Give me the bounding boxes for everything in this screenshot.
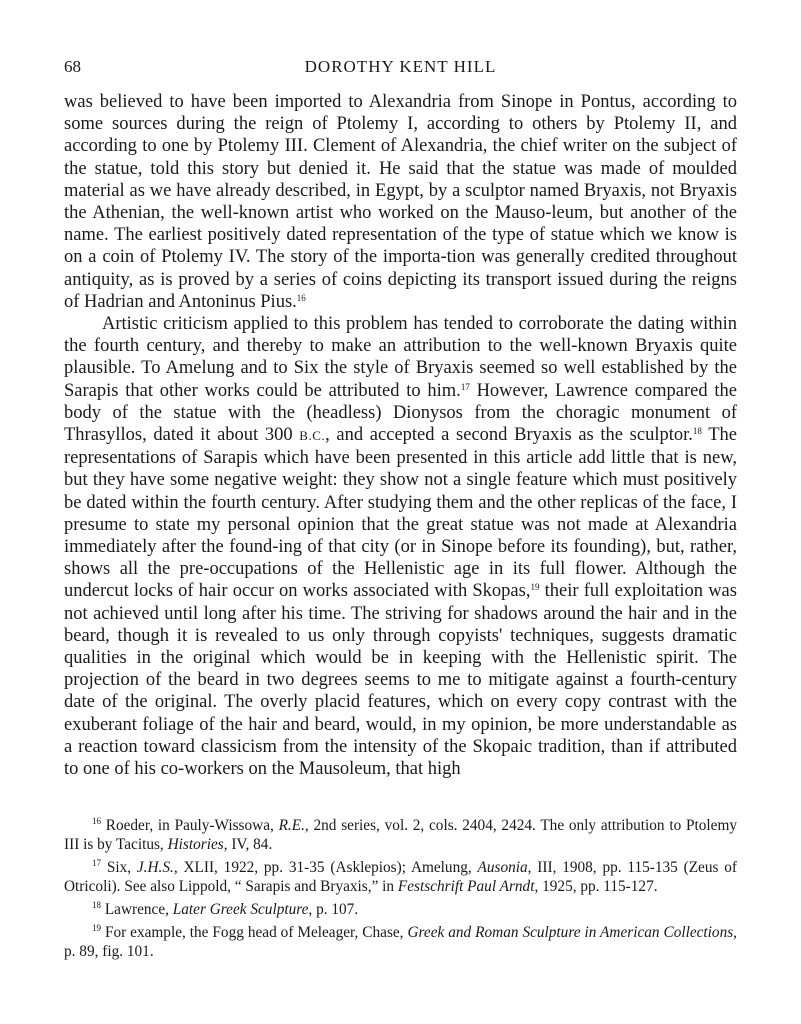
footnote-ref-17: 17	[460, 381, 470, 392]
footnote-text: For example, the Fogg head of Meleager, Chase,	[101, 924, 408, 941]
footnote-ref-18: 18	[692, 426, 702, 437]
footnote-italic: Later Greek Sculpture	[172, 901, 309, 918]
footnote-16	[64, 816, 737, 854]
footnote-number: 17	[92, 858, 101, 868]
footnote-18	[64, 900, 737, 919]
footnote-text: , p. 89, fig. 101.	[64, 924, 737, 960]
footnote-text: Six,	[101, 859, 137, 876]
paragraph-2-text-e: their full exploitation was not achieved until long after his time. The striving for shadows around the hair and in the beard, though it is revealed to us only through copyists' techniques, suggests dramatic qualities in the original which would be in keeping with the Hellenistic spirit. The projection of the beard in two degrees seems to me to mitigate against a fourth-century date of the original. The overly placid features, which on every copy contrast with the exuberant foliage of the hair and beard, would, in my opinion, be more understandable as a reaction toward classicism from the intensity of the Skopaic tradition, than if attributed to one of his co-workers on the Mausoleum, that high	[64, 581, 737, 780]
paragraph-2-text-a: Artistic criticism applied to this problem has tended to corroborate the dating within the fourth century, and thereby to make an attribution to the well-known Bryaxis quite plausible. To Amelung and to Six the style of Bryaxis seemed so well established by the Sarapis that other works could be attributed to him.	[64, 314, 737, 401]
running-head: DOROTHY KENT HILL	[304, 57, 497, 76]
footnote-italic: R.E.	[278, 817, 305, 834]
footnote-text: , p. 107.	[308, 901, 359, 918]
paragraph-1	[64, 91, 737, 313]
footnote-italic: Histories	[167, 836, 224, 853]
footnote-text: , III, 1908, pp. 115-135 (Zeus of Otricoli). See also Lippold, “ Sarapis and Bryaxis,” in	[64, 859, 737, 895]
footnotes	[64, 816, 737, 965]
footnote-italic: Festschrift Paul Arndt	[397, 878, 535, 895]
paragraph-2	[64, 313, 737, 780]
footnote-ref-16: 16	[296, 292, 306, 303]
footnote-text: Lawrence,	[101, 901, 173, 918]
footnote-text: , 2nd series, vol. 2, cols. 2404, 2424. The only attribution to Ptolemy III is by Tacitus,	[64, 817, 737, 853]
page-header	[64, 54, 737, 80]
footnote-19	[64, 923, 737, 961]
paragraph-2-text-b: However, Lawrence compared the body of the statue with the (headless) Dionysos from the choragic monument of Thrasyllos, dated it about 300	[64, 380, 738, 446]
footnote-italic: Ausonia	[477, 859, 528, 876]
footnote-ref-19: 19	[530, 582, 540, 593]
paragraph-1-text: was believed to have been imported to Alexandria from Sinope in Pontus, according to some sources during the reign of Ptolemy I, according to others by Ptolemy II, and according to one by Ptolemy III. Clement of Alexandria, the chief writer on the subject of the statue, told this story but denied it. He said that the statue was made of moulded material as we have already described, in Egypt, by a sculptor named Bryaxis, not Bryaxis the Athenian, the well-known artist who worked on the Mauso-leum, but another of the name. The earliest positively dated representation of the type of statue which we know is on a coin of Ptolemy IV. The story of the importa-tion was generally credited throughout antiquity, as is proved by a series of coins depicting its transport issued during the reigns of Hadrian and Antoninus Pius.	[64, 92, 737, 312]
era-abbreviation: B.C.	[299, 428, 326, 444]
footnote-number: 19	[92, 923, 101, 933]
footnote-text: , 1925, pp. 115-127.	[534, 878, 658, 895]
footnote-number: 16	[92, 816, 101, 826]
body-text	[64, 91, 737, 780]
footnote-text: , XLII, 1922, pp. 31-35 (Asklepios); Amelung,	[173, 859, 478, 876]
page-number: 68	[64, 57, 81, 76]
paragraph-2-text-c: , and accepted a second Bryaxis as the sculptor.	[325, 425, 693, 446]
footnote-italic: Greek and Roman Sculpture in American Collections	[407, 924, 734, 941]
footnote-italic: J.H.S.	[136, 859, 174, 876]
footnote-number: 18	[92, 900, 101, 910]
paragraph-2-text-d: The representations of Sarapis which have been presented in this article add little that is new, but they have some negative weight: they show not a single feature which must positively be dated within the fourth century. After studying them and the other replicas of the face, I presume to state my personal opinion that the great statue was not made at Alexandria immediately after the found-ing of that city (or in Sinope before its founding), but, rather, shows all the pre-occupations of the Hellenistic age in its full flower. Although the undercut locks of hair occur on works associated with Skopas,	[64, 425, 737, 602]
footnote-text: Roeder, in Pauly-Wissowa,	[101, 817, 279, 834]
footnote-text: , IV, 84.	[223, 836, 273, 853]
footnote-17	[64, 858, 737, 896]
